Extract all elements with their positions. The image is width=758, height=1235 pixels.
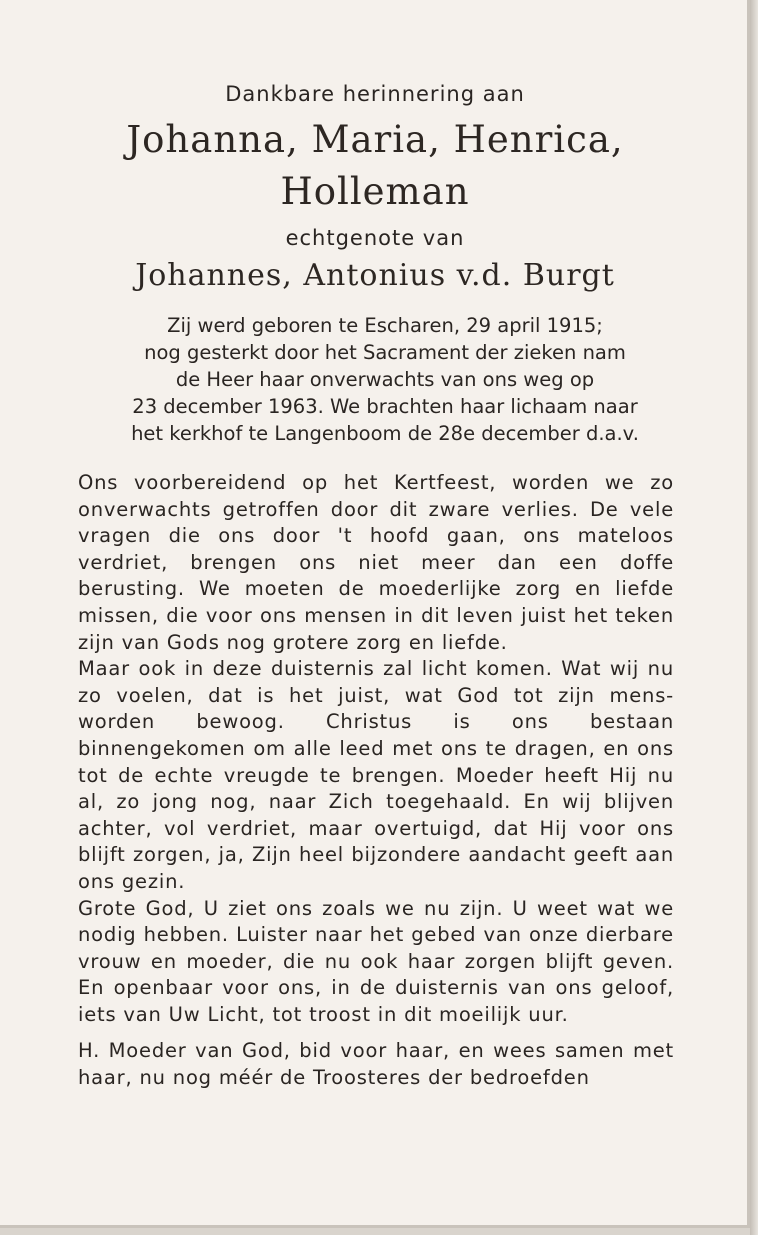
closing-prayer: H. Moeder van God, bid voor haar, en wees samen met haar, nu nog méér de Troosteres der bedroefden [78, 1039, 674, 1090]
intro-line: Dankbare herinnering aan [225, 82, 525, 106]
paragraph: Grote God, U ziet ons zoals we nu zijn. U weet wat we nodig hebben. Luister naar het gebed van onze dierbare vrouw en moeder, die nu ook haar zorgen blijft geven. En openbaar voor ons, in de duisternis van ons geloof, iets van Uw Licht, tot troost in dit moeilijk uur. [78, 896, 674, 1026]
facts-line: het kerkhof te Langenboom de 28e december d.a.v. [131, 422, 639, 445]
card-edge-shadow [750, 0, 758, 1235]
facts-line: de Heer haar onverwachts van ons weg op [175, 368, 595, 391]
spouse-name: Johannes, Antonius v.d. Burgt [135, 258, 615, 293]
biographical-facts [70, 312, 700, 447]
deceased-name-line2: Holleman [280, 170, 470, 213]
facts-line: nog gesterkt door het Sacrament der zieken nam [144, 341, 626, 364]
facts-line: 23 december 1963. We brachten haar lichaam naar [132, 395, 638, 418]
prayer-text [78, 470, 674, 1092]
spouse-intro-line: echtgenote van [285, 226, 465, 250]
paragraph: Ons voorbereidend op het Kertfeest, worden we zo onverwachts getroffen door dit zware verlies. De vele vragen die ons door 't hoofd gaan, ons mateloos verdriet, brengen ons niet meer dan een doffe berusting. We moeten de moederlijke zorg en liefde missen, die voor ons mensen in dit leven juist het teken zijn van Gods nog grotere zorg en liefde. [78, 471, 674, 654]
paragraph: Maar ook in deze duisternis zal licht komen. Wat wij nu zo voelen, dat is het juist, wat God tot zijn mens-worden bewoog. Christus is ons bestaan binnengekomen om alle leed met ons te dragen, en ons tot de echte vreugde te brengen. Moeder heeft Hij nu al, zo jong nog, naar Zich toegehaald. En wij blijven achter, vol verdriet, maar overtuigd, dat Hij voor ons blijft zorgen, ja, Zijn heel bijzondere aandacht geeft aan ons gezin. [78, 657, 674, 893]
deceased-name-line1: Johanna, Maria, Henrica, [126, 118, 624, 161]
facts-line: Zij werd geboren te Escharen, 29 april 1915; [167, 314, 603, 337]
